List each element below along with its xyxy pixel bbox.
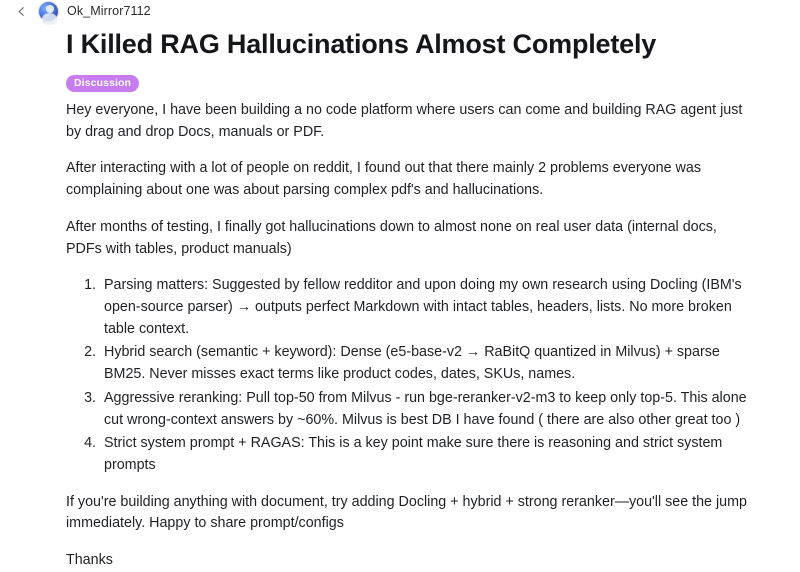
avatar[interactable] [38, 1, 59, 22]
list-item: 4. Strict system prompt + RAGAS: This is a key point make sure there is reasoning and strict system prompts [100, 433, 756, 476]
post-body [66, 98, 756, 572]
back-arrow-icon[interactable] [12, 2, 30, 20]
list-item: 1. Parsing matters: Suggested by fellow redditor and upon doing my own research using Docling (IBM's open-source parser) → outputs perfect Markdown with intact tables, headers, lists. No more broken table context. [100, 275, 756, 340]
list-item: 3. Aggressive reranking: Pull top-50 from Milvus - run bge-reranker-v2-m3 to keep only top-5. This alone cut wrong-context answers by ~60%. Milvus is best DB I have found ( there are also other great too ) [100, 388, 756, 431]
post-numbered-list [66, 275, 756, 476]
post-paragraph: After months of testing, I finally got hallucinations down to almost none on real user data (internal docs, PDFs with tables, product manuals) [66, 218, 717, 257]
post-paragraph: Thanks [66, 552, 113, 569]
post-paragraph: If you're building anything with document, try adding Docling + hybrid + strong reranker—you'll see the jump immediately. Happy to share prompt/configs [66, 493, 747, 532]
post-author-username[interactable]: Ok_Mirror7112 [67, 4, 151, 18]
post-header [0, 0, 756, 22]
list-item: 2. Hybrid search (semantic + keyword): Dense (e5-base-v2 → RaBitQ quantized in Milvus) + sparse BM25. Never misses exact terms like product codes, dates, SKUs, names. [100, 342, 756, 385]
post-flair-badge[interactable]: Discussion [66, 75, 139, 92]
page-title: I Killed RAG Hallucinations Almost Completely [66, 29, 657, 59]
post-paragraph: Hey everyone, I have been building a no code platform where users can come and building RAG agent just by drag and drop Docs, manuals or PDF. [66, 101, 743, 140]
post-paragraph: After interacting with a lot of people on reddit, I found out that there mainly 2 problems everyone was complaining about one was about parsing complex pdf's and hallucinations. [66, 160, 701, 199]
